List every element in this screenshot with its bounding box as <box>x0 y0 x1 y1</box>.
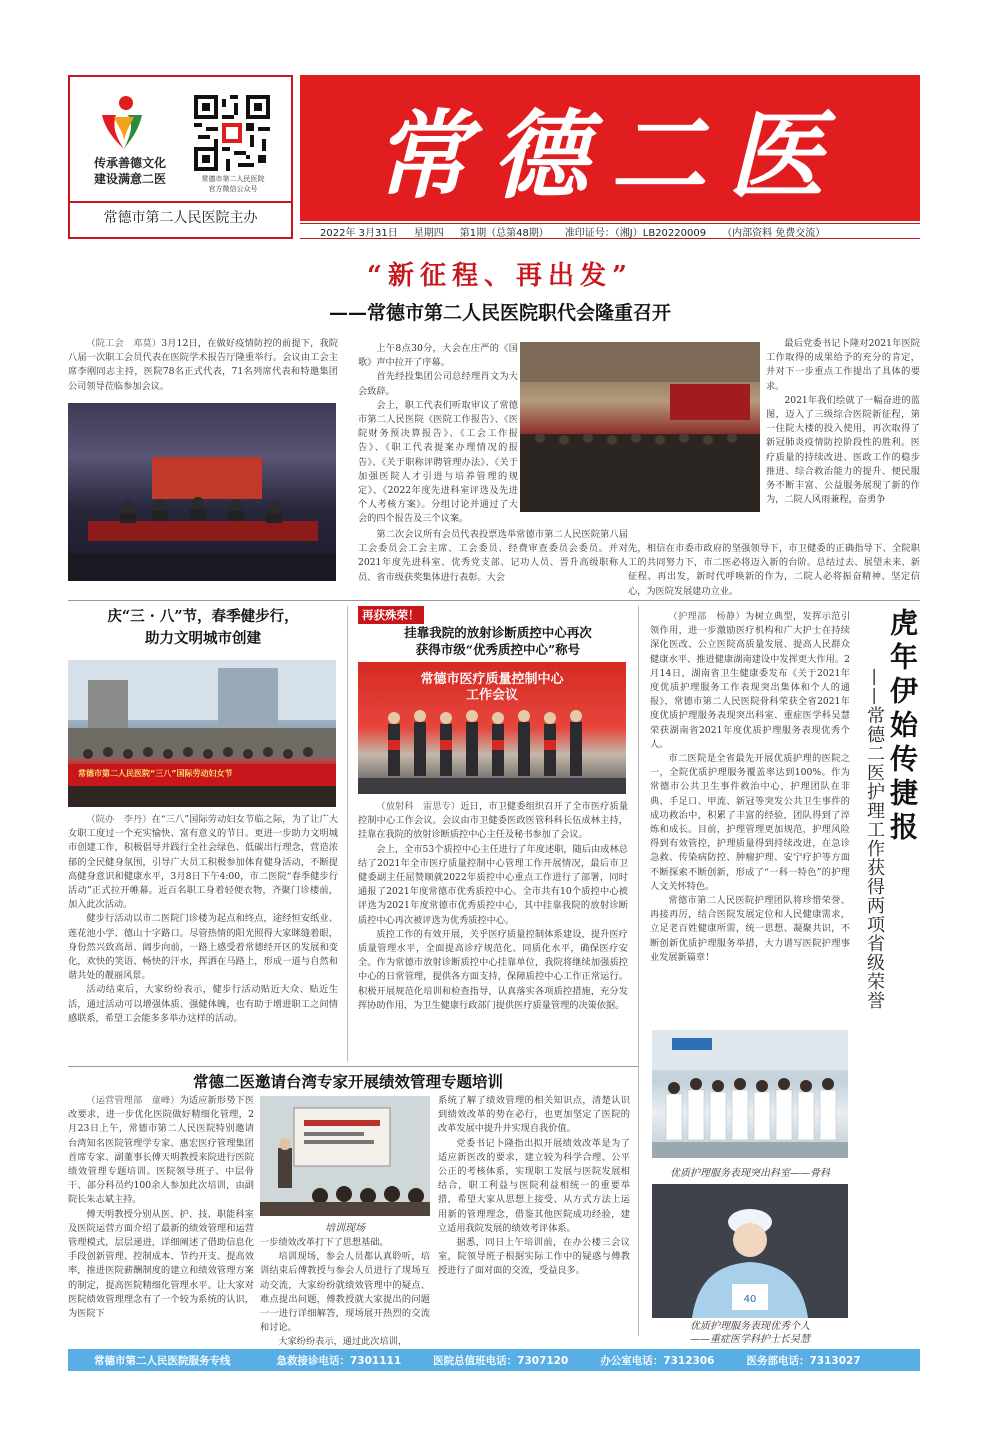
training-col3-p3: 据悉，同日上午培训前，在办公楼三会议室，院领导班子根据实际工作中的疑惑与傅教授进行了面对面的交流，受益良多。 <box>438 1237 630 1277</box>
nursing-photo2-caption-line1: 优质护理服务表现优秀个人 <box>690 1321 810 1332</box>
lead-divider <box>68 600 920 601</box>
award-p2: 会上，全市53个质控中心主任进行了年度述职，随后由成林总结了2021年全市医疗质量控制中心管理工作开展情况，最后市卫健委副主任屈赞顺就2022年质控中心重点工作进行了部署，同时通报了2021年度常德市优秀质控中心。全市共有10个质控中心被评选为2021年度常德市优秀质控中心，其中挂靠我院的放射诊断质控中心再次被评选为优秀质控中心。 <box>358 843 628 926</box>
womens-day-p3: 活动结束后，大家纷纷表示，健步行活动贴近大众、贴近生活，通过活动可以增强体质、强健体魄，也有助于增进职工之间情感联系，希望工会能多多举办这样的活动。 <box>68 984 338 1024</box>
nursing-photo1-caption: 优质护理服务表现突出科室——骨科 <box>670 1168 830 1179</box>
training-title: 常德二医邀请台湾专家开展绩效管理专题培训 <box>192 1072 503 1091</box>
lead-col3-p3: 先，相信在市委市政府的坚强领导下，市卫健委的正确指导下、全院职工的共同努力下，市二医必将迈入新的台阶。总结过去、展望未来、新征程、再出发，新时代呼唤新的作为，二院人必将振奋精神、坚定信心，为医院发展建功立业。 <box>628 543 920 597</box>
nursing-photo-orthopedics <box>652 1030 848 1158</box>
lead-subheadline: ——常德市第二人民医院职代会隆重召开 <box>328 302 671 324</box>
womens-day-banner: 常德市第二人民医院“三八”国际劳动妇女节 <box>78 769 233 778</box>
svg-text:40: 40 <box>743 1294 757 1305</box>
training-col3-p1: 系统了解了绩效管理的相关知识点，清楚认识到绩效改革的势在必行，也更加坚定了医院的改革发展中提升并实现自我价值。 <box>438 1095 630 1135</box>
training-p3-cont: 一步绩效改革打下了思想基础。 <box>260 1237 389 1248</box>
lead-headline: “新征程、再出发” <box>367 261 633 291</box>
office-phone[interactable]: 办公室电话：7312306 <box>600 1354 715 1367</box>
issue-number: 第1期（总第48期） <box>459 227 549 239</box>
training-col3-p2: 党委书记卜隆指出拟开展绩效改革是为了适应新医改的要求，建立较为科学合理、公平公正的考核体系，实现职工发展与医院发展相结合，职工利益与医院利益相统一的重要举措，希望大家从思想上接受、从方式方法上运用新的管理理念，借鉴其他医院成功经验，建立适用我院发展的绩效考评体系。 <box>438 1137 630 1234</box>
issue-date: 2022年 3月31日 <box>320 227 398 239</box>
service-hotline-bar <box>68 1349 920 1371</box>
distribution-note: （内部资料 免费交流） <box>722 227 826 239</box>
lead-photo-auditorium <box>520 342 760 512</box>
lead-col1 <box>68 337 338 394</box>
nursing-body <box>650 610 850 965</box>
issue-info-bar <box>300 223 920 239</box>
nursing-p1: 为树立典型，发挥示范引领作用，进一步激励医疗机构和广大护士在持续深化医改、公立医院高质量发展、提高人民群众健康水平、推进健康湖南建设中发挥更大作用。2月14日，湖南省卫生健康委发布《关于2021年度优质护理服务工作表现突出集体和个人的通报》，常德市第二人民医院骨科荣获全省2021年度优质护理服务表现突出科室、重症医学科吴慧荣获湖南省2021年度优质护理服务表现优秀个人。 <box>650 611 851 750</box>
sponsor-line <box>70 201 291 203</box>
training-col2 <box>260 1236 430 1350</box>
award-photo-title-line1: 常德市医疗质量控制中心 <box>420 672 564 687</box>
nursing-photo2-caption <box>640 1320 860 1346</box>
womens-day-p2: 健步行活动以市二医院门诊楼为起点和终点，途经恒安纸业、莲花池小学、德山十字路口。尽管热情的阳光照得大家眯缝着眼，身份然兴致高昂、阔步向前，一路上感受着常德经开区的发展和变化，欢快的笑语、畅快的汗水，挥洒在马路上，形成一道与自然和谐共处的靓丽风景。 <box>68 913 338 982</box>
qr-caption <box>190 174 276 194</box>
training-p1: 为适应新形势下医改要求，进一步优化医院做好精细化管理，2月23日上午，常德市第二人民医院特别邀请台湾知名医院管理学专家、惠宏医疗管理集团首席专家、副董事长傅天明教授来院进行医院绩效管理专题培训。医院领导班子、中层骨干、部分科员约100余人参加此次培训，由副院长朱志斌主持。 <box>68 1095 255 1206</box>
sponsor: 常德市第二人民医院主办 <box>103 210 258 226</box>
slogan-line1: 传承善德文化 <box>93 156 166 170</box>
award-p3: 质控工作的有效开展，关乎医疗质量控制体系建设，提升医疗质量管理水平，全面提高诊疗规范化、同质化水平，确保医疗安全。作为常德市放射诊断质控中心挂靠单位，我院将继续加强质控中心的日常管理，提供各方面支持，保障质控中心工作正常运行。积极开展规范化培训和检查指导，认真落实各项质控措施，充分发挥协助作用，为卫生健康行政部门提供医疗质量管理的决策依据。 <box>358 928 628 1011</box>
award-photo <box>358 662 626 794</box>
award-title-line1: 挂靠我院的放射诊断质控中心再次 <box>404 625 592 640</box>
lead-col3-p2: 2021年我们绘就了一幅奋进的蓝图，迈入了三级综合医院新征程，第一住院大楼的投入使用，再次取得了新冠肺炎疫情防控阶段性的胜利。医疗质量的持续改进、医政工作的稳步推进、综合救治能力的提升、便民服务不断丰富、公益服务展现了新的作为，二院人风雨兼程，奋勇争 <box>766 394 920 506</box>
womens-day-photo <box>68 660 336 807</box>
training-photo-caption: 培训现场 <box>325 1223 365 1234</box>
training-p4: 培训现场，参会人员都认真聆听，培训结束后傅教授与参会人员进行了现场互动交流，大家纷纷就绩效管理中的疑点、难点提出问题，傅教授就大家提出的问题一一进行详细解答，现场展开热烈的交流和讨论。 <box>260 1251 430 1334</box>
duty-phone[interactable]: 医院总值班电话：7307120 <box>433 1354 569 1367</box>
training-col3 <box>438 1094 630 1279</box>
lead-col1-text: 3月12日，在做好疫情防控的前提下，我院八届一次职工会员代表在医院学术报告厅隆重举行。会议由工会主席李刚同志主持，医院78名正式代表，71名列席代表和特邀集团公司领导莅临参加会议。 <box>68 338 339 392</box>
nursing-byline: （护理部 杨静） <box>668 611 746 622</box>
lead-col2-p4: 第二次会议所有会员代表投票选举常德市第二人民医院第八届工会委员会工会主席、工会委员、经费审查委员会委员。并对2021年度先进科室、优秀党支部、记功人员、晋升高级职称人员、省市级获奖集体进行表彰。大会 <box>358 529 628 583</box>
womens-day-p1: 在“三八”国际劳动妇女节临之际，为了让广大女职工度过一个充实愉快、富有意义的节日。更进一步助力文明城市创建工作，积极倡导并践行全社会绿色、低碳出行理念，营造浓郁的全民健身氛围，引导广大员工积极参加体育健身活动，不断提高健身意识和健康水平，3月8日下午4:00，市二医院“春季健步行活动”正式拉开帷幕。近百名职工身着轻便衣物，齐聚门诊楼前，加入此次活动。 <box>68 814 338 911</box>
womens-day-title-line1: 庆“三 · 八”节，春季健步行， <box>107 608 299 625</box>
qr-caption-line2: 官方微信公众号 <box>208 185 258 193</box>
womens-day-body <box>68 813 338 1026</box>
masthead-title-panel <box>300 75 920 221</box>
training-col1 <box>68 1094 254 1321</box>
masthead-left-panel <box>68 75 293 239</box>
issue-weekday: 星期四 <box>413 227 444 239</box>
nursing-vertical-title: 虎年伊始传捷报 <box>886 608 919 846</box>
lead-photo-meeting-stage <box>68 403 336 581</box>
lead-col3-p1: 最后党委书记卜隆对2021年医院工作取得的成果给予的充分的肯定，并对下一步重点工作提出了具体的要求。 <box>766 338 920 392</box>
award-title-line2: 获得市级“优秀质控中心”称号 <box>415 642 581 657</box>
lead-col2-bottom <box>358 528 628 585</box>
training-p2: 傅天明教授分别从医、护、技、职能科室及医院运营方面介绍了最新的绩效管理和运营管理模式，层层递进，详细阐述了借助信息化手段创新管理、控制成本、节约开支、提高效率，推进医院薪酬制度的建立和绩效管理方案的制定，提高医院精细化管理水平。让大家对医院绩效管理理念有了一个较为系统的认识，为医院下 <box>68 1208 254 1320</box>
newspaper-title: 常德二医 <box>374 98 846 212</box>
lead-col3-bottom <box>628 542 920 599</box>
award-photo-title-line2: 工作会议 <box>465 688 518 703</box>
lead-byline: （院工会 邓莫） <box>86 338 162 349</box>
nursing-p3: 常德市第二人民医院护理团队将珍惜荣誉、再接再厉，结合医院发展定位和人民健康需求，立足老百姓健康所需，统一思想、凝聚共识，不断创新优质护理服务举措，大力谱写医院护理事业发展新篇章！ <box>650 895 850 963</box>
award-p1: 近日，市卫健委组织召开了全市医疗质量控制中心工作会议。会议由市卫健委医政医管科科长伍成林主持，挂靠在我院的放射诊断质控中心主任及秘书参加了会议。 <box>358 801 629 841</box>
col-divider-1 <box>347 606 348 1062</box>
training-byline: （运营管理部 童峰） <box>86 1095 180 1106</box>
womens-day-byline: （院办 李丹） <box>86 814 152 825</box>
nursing-vertical-subtitle: ——常德二医护理工作获得两项省级荣誉 <box>864 668 885 1010</box>
award-byline: （放射科 雷思专） <box>376 801 461 812</box>
lead-col2-p1: 上午8点30分，大会在庄严的《国歌》声中拉开了序幕。 <box>358 343 518 369</box>
medical-dept-phone[interactable]: 医务部电话：7313027 <box>746 1354 861 1367</box>
slogan <box>78 155 182 187</box>
training-divider <box>68 1066 638 1067</box>
nursing-p2: 市二医院是全省最先开展优质护理的医院之一，全院优质护理服务覆盖率达到100%。作为常德市公共卫生事件救治中心，护理团队在非典、手足口、甲流、新冠等突发公共卫生事件的成功救治中，积累了丰富的经验，团队得到了淬炼和成长。目前，护理管理更加规范，护理风险得到有效管控，护理质量得到持续改进，在急诊急救、传染病防控、肿瘤护理、安宁疗护等方面不断探索不断创新，形成了“一科一特色”的护理人文关怀特色。 <box>650 753 850 892</box>
award-photo-title <box>358 672 626 704</box>
wechat-qr-code[interactable] <box>194 95 270 171</box>
award-tag: 再获殊荣！ <box>358 606 424 624</box>
womens-day-title <box>68 606 338 650</box>
training-p5: 大家纷纷表示，通过此次培训， <box>278 1336 408 1348</box>
hotline-label: 常德市第二人民医院服务专线 <box>94 1354 231 1367</box>
award-title <box>358 624 638 658</box>
lead-col2 <box>358 342 518 527</box>
training-photo <box>260 1096 430 1216</box>
nursing-photo2-caption-line2: ——重症医学科护士长吴慧 <box>690 1334 810 1345</box>
womens-day-title-line2: 助力文明城市创建 <box>145 630 261 647</box>
lead-col2-p2: 首先经投集团公司总经理肖文为大会致辞。 <box>358 371 518 397</box>
print-permit: 准印证号：（湘J）LB20220009 <box>564 227 707 239</box>
emergency-phone[interactable]: 急救接诊电话：7301111 <box>276 1354 402 1367</box>
lead-col2-p3: 会上，职工代表们听取审议了常德市第二人民医院《医院工作报告》、《医院财务预决算报告》、《工会工作报告》、《职工代表提案办理情况的报告》、《关于职称评聘管理办法》、《关于加强医院人才引进与培养管理的规定》、《2022年度先进科室评选及先进个人考核方案》。分组讨论并通过了大会的四个报告及三个议案。 <box>358 399 518 525</box>
hospital-logo <box>94 93 150 151</box>
nursing-photo-individual <box>652 1184 848 1318</box>
award-body <box>358 800 628 1013</box>
qr-caption-line1: 常德市第二人民医院 <box>201 175 265 183</box>
col-divider-2 <box>638 606 639 1336</box>
slogan-line2: 建设满意二医 <box>93 172 166 186</box>
lead-col3 <box>766 337 920 507</box>
